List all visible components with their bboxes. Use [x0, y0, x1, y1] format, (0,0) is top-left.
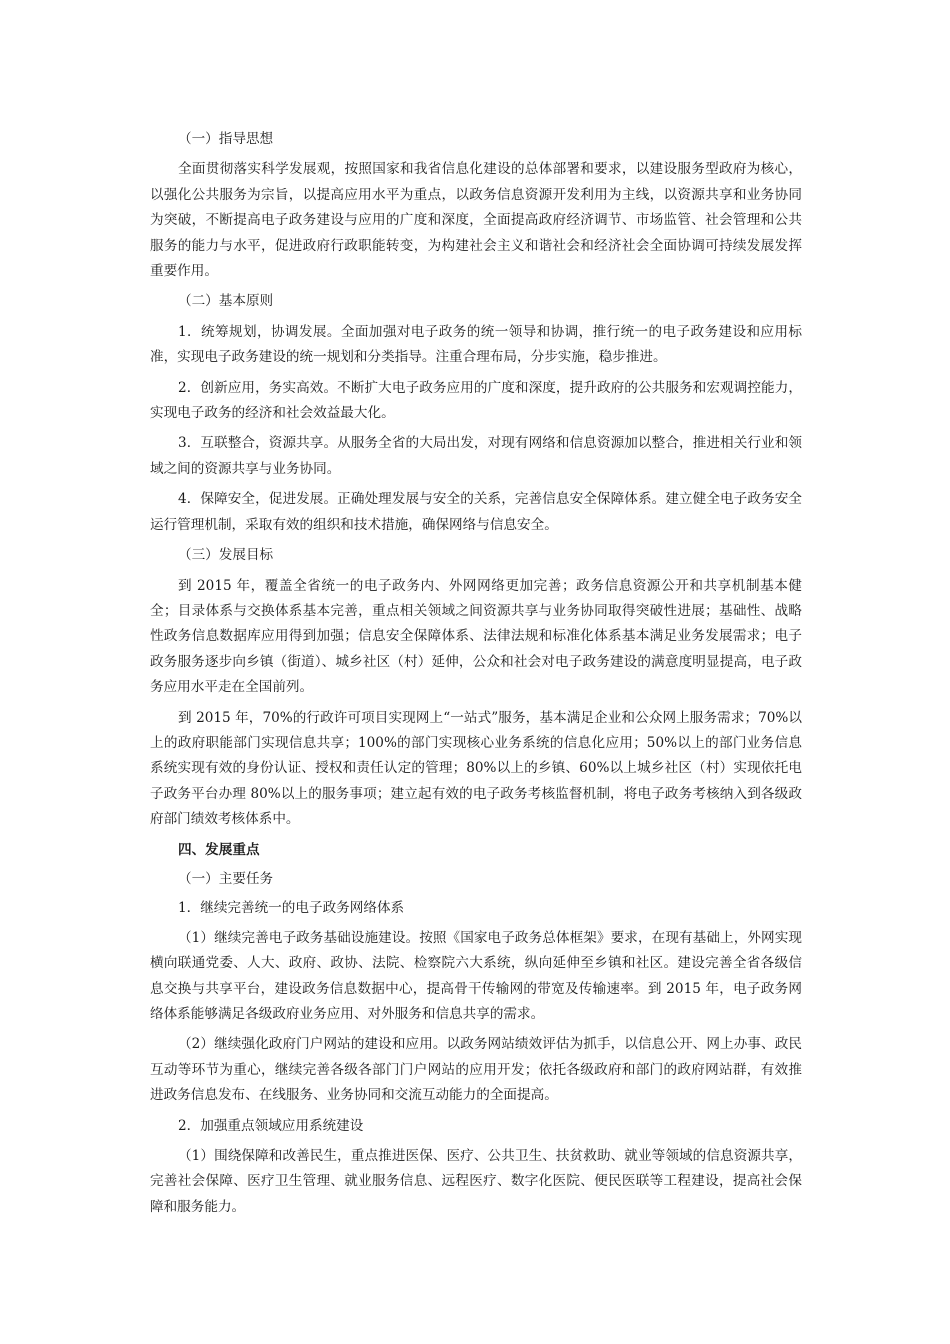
- chapter-heading-development-focus: 四、发展重点: [178, 841, 260, 858]
- document-body: [150, 127, 802, 1220]
- task-item-portal-websites: （2）继续强化政府门户网站的建设和应用。以政务网站绩效评估为抓手，以信息公开、网上办事、政民互动等环节为重心，继续完善各级各部门门户网站的应用开发；依托各级政府和部门的政府网站群，有效推进政务信息发布、在线服务、业务协同和交流互动能力的全面提高。: [150, 1036, 802, 1104]
- task-heading-key-applications: 2．加强重点领域应用系统建设: [178, 1117, 364, 1134]
- paragraph-goal-2: 到 2015 年，70%的行政许可项目实现网上“一站式”服务，基本满足企业和公众网上服务需求；70%以上的政府职能部门实现信息共享；100%的部门实现核心业务系统的信息化应用；50%以上的部门业务信息系统实现有效的身份认证、授权和责任认定的管理；80%以上的乡镇、60%以上城乡社区（村）实现依托电子政务平台办理 80%以上的服务事项；建立起有效的电子政务考核监督机制，将电子政务考核纳入到各级政府部门绩效考核体系中。: [150, 709, 802, 828]
- paragraph-goal-1: 到 2015 年，覆盖全省统一的电子政务内、外网网络更加完善；政务信息资源公开和共享机制基本健全；目录体系与交换体系基本完善，重点相关领域之间资源共享与业务协同取得突破性进展；基础性、战略性政务信息数据库应用得到加强；信息安全保障体系、法律法规和标准化体系基本满足业务发展需求；电子政务服务逐步向乡镇（街道）、城乡社区（村）延伸，公众和社会对电子政务建设的满意度明显提高，电子政务应用水平走在全国前列。: [150, 577, 802, 696]
- principle-item-2: 2．创新应用，务实高效。不断扩大电子政务应用的广度和深度，提升政府的公共服务和宏观调控能力，实现电子政务的经济和社会效益最大化。: [150, 379, 802, 422]
- principle-item-4: 4．保障安全，促进发展。正确处理发展与安全的关系，完善信息安全保障体系。建立健全电子政务安全运行管理机制，采取有效的组织和技术措施，确保网络与信息安全。: [150, 491, 802, 533]
- section-heading-main-tasks: （一）主要任务: [178, 870, 274, 887]
- section-heading-guiding-ideology: （一）指导思想: [178, 131, 274, 147]
- task-item-infrastructure: （1）继续完善电子政务基础设施建设。按照《国家电子政务总体框架》要求，在现有基础上，外网实现横向联通党委、人大、政府、政协、法院、检察院六大系统，纵向延伸至乡镇和社区。建设完善全省各级信息交换与共享平台，建设政务信息数据中心，提高骨干传输网的带宽及传输速率。到 2015 年，电子政务网络体系能够满足各级政府业务应用、对外服务和信息共享的需求。: [150, 929, 802, 1022]
- paragraph-guiding-ideology: 全面贯彻落实科学发展观，按照国家和我省信息化建设的总体部署和要求，以建设服务型政府为核心，以强化公共服务为宗旨，以提高应用水平为重点，以政务信息资源开发利用为主线，以资源共享和业务协同为突破，不断提高电子政务建设与应用的广度和深度，全面提高政府经济调节、市场监管、社会管理和公共服务的能力与水平，促进政府行政职能转变，为构建社会主义和谐社会和经济社会全面协调可持续发展发挥重要作用。: [150, 161, 802, 280]
- task-item-livelihood: （1）围绕保障和改善民生，重点推进医保、医疗、公共卫生、扶贫救助、就业等领域的信息资源共享，完善社会保障、医疗卫生管理、就业服务信息、远程医疗、数字化医院、便民医联等工程建设，提高社会保障和服务能力。: [150, 1148, 802, 1215]
- task-heading-network-system: 1．继续完善统一的电子政务网络体系: [178, 900, 405, 917]
- principle-item-3: 3．互联整合，资源共享。从服务全省的大局出发，对现有网络和信息资源加以整合，推进相关行业和领域之间的资源共享与业务协同。: [150, 435, 802, 477]
- principle-item-1: 1．统筹规划，协调发展。全面加强对电子政务的统一领导和协调，推行统一的电子政务建设和应用标准，实现电子政务建设的统一规划和分类指导。注重合理布局，分步实施，稳步推进。: [150, 323, 802, 366]
- section-heading-development-goals: （三）发展目标: [178, 547, 274, 564]
- section-heading-basic-principles: （二）基本原则: [178, 293, 274, 310]
